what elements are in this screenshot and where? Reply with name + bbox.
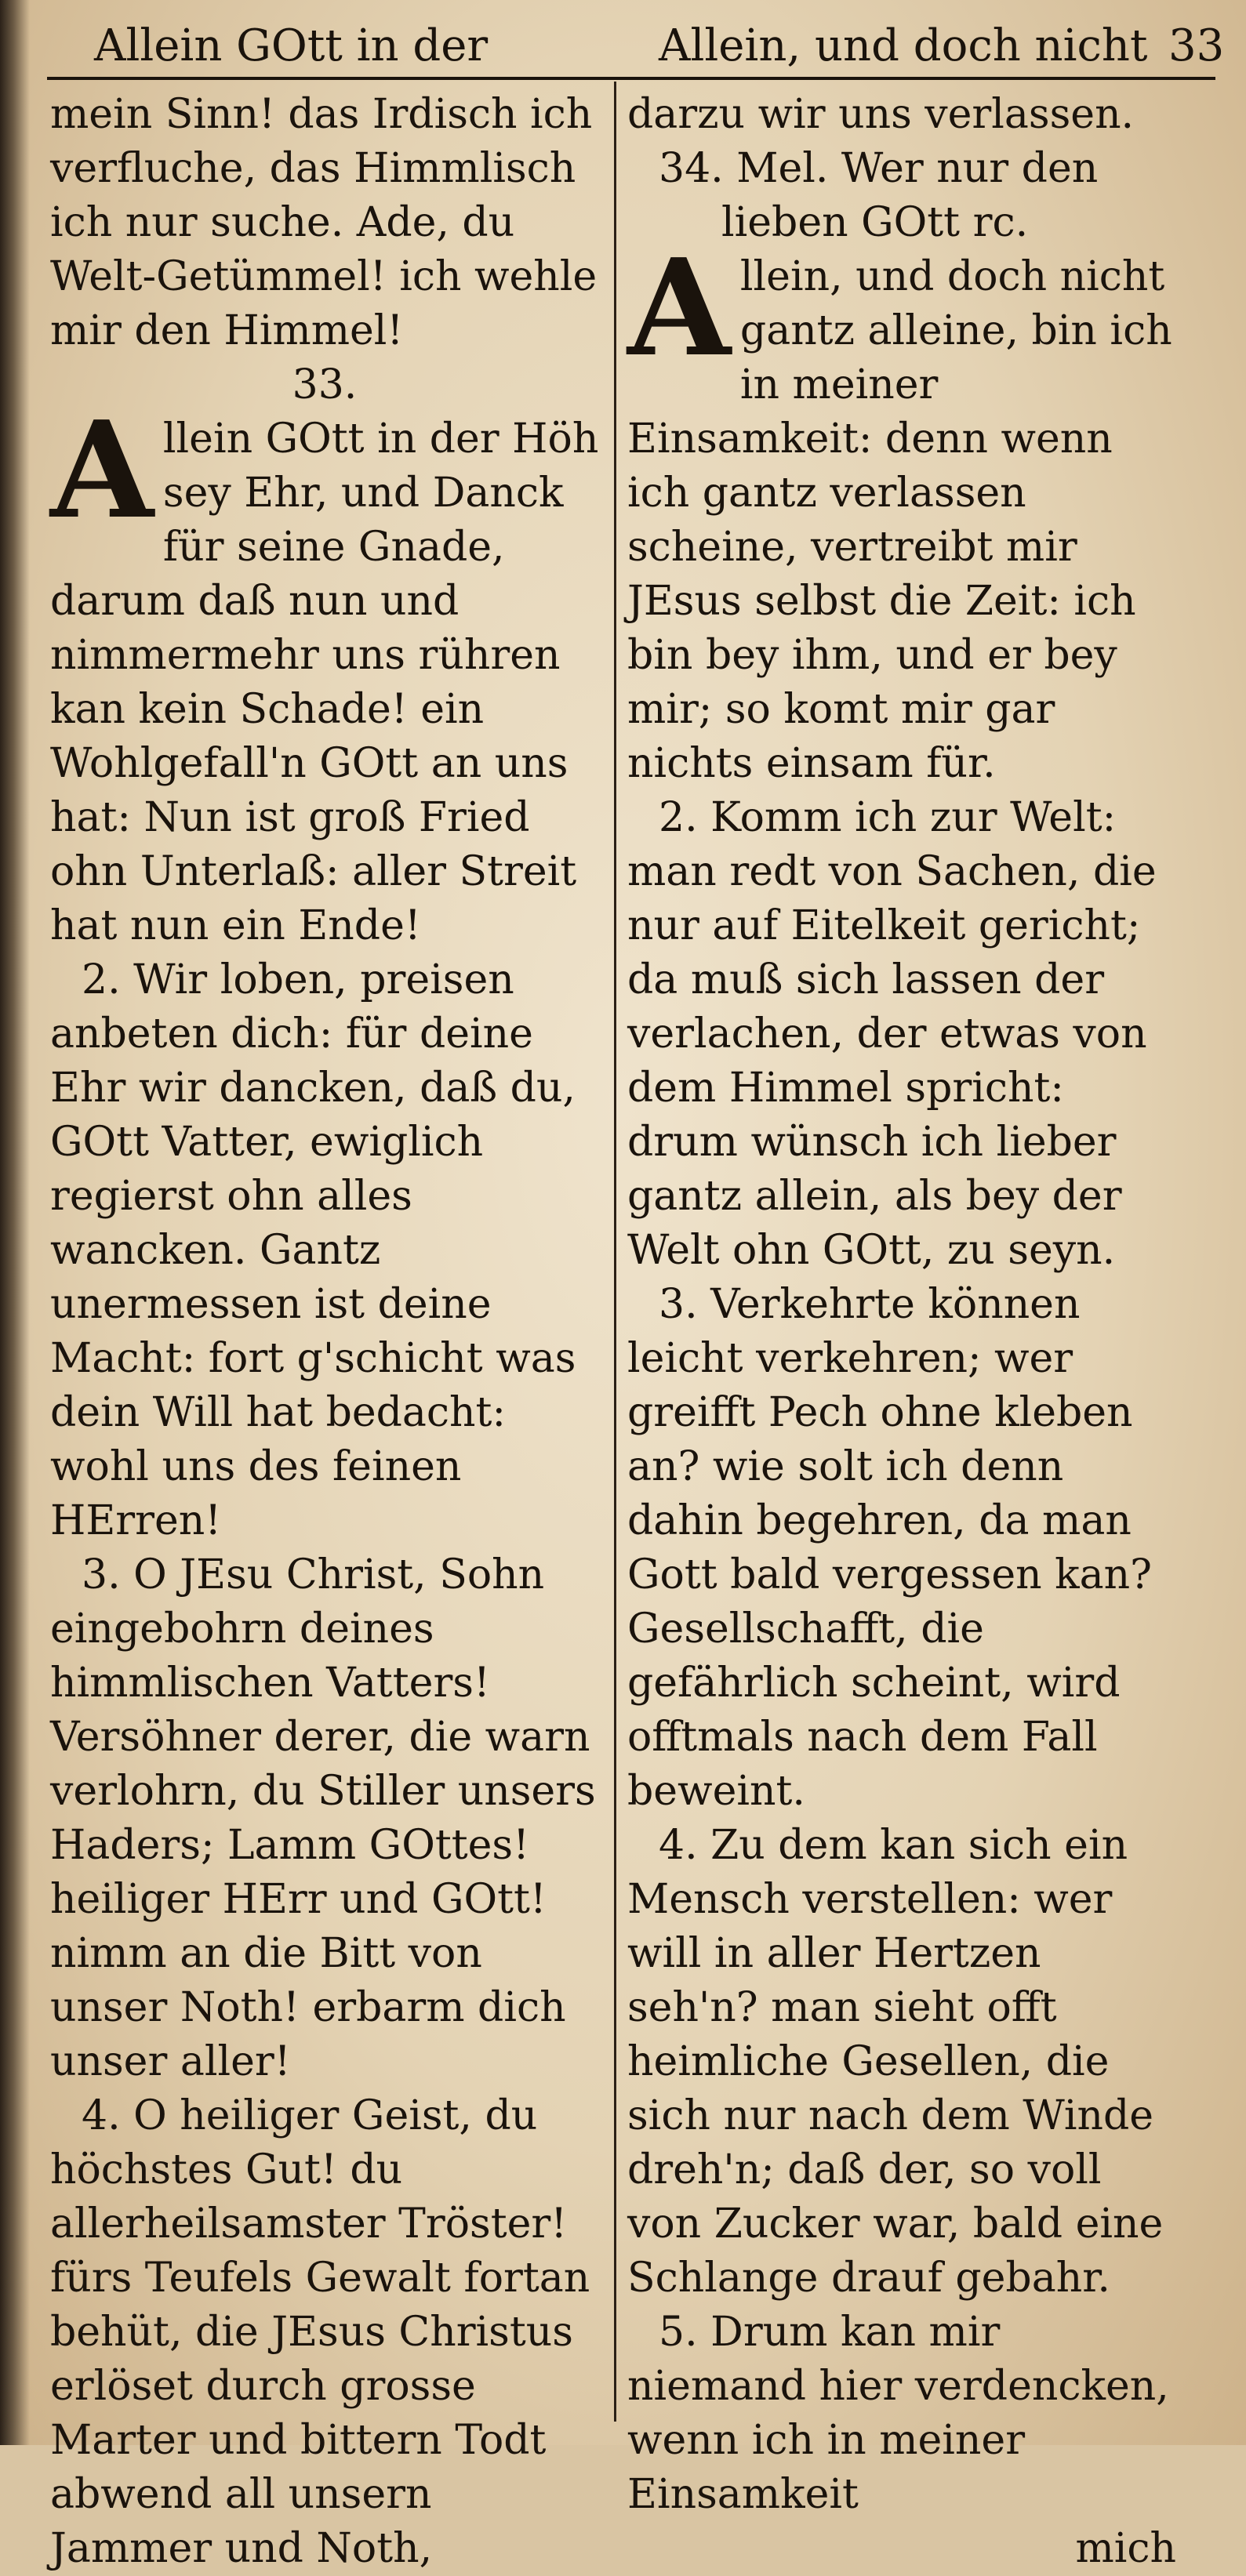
hymn-first-verse (627, 230, 1176, 791)
verse-3: 3. Verkehrte können leicht verkehren; wer greifft Pech ohne kleben an? wie solt ich denn dahin begehren, da man Gott bald vergessen kan? Gesellschafft, die gefährlich scheint, wird offtmals nach dem Fall beweint. (627, 1281, 1153, 1815)
header-rule (47, 77, 1215, 80)
binding-shadow (0, 0, 30, 2445)
hymn-heading: 34. Mel. Wer nur den (659, 145, 1099, 192)
left-running-title: Allein GOtt in der (94, 20, 489, 71)
page-number: 33 (1168, 20, 1225, 71)
drop-cap: A (627, 230, 731, 386)
catchword: mich (1075, 2525, 1176, 2572)
verse-4: 4. O heiliger Geist, du höchstes Gut! du allerheilsamster Tröster! fürs Teufels Gewalt fortan behüt, die JEsus Christus erlöset durch grosse Marter und bittern Todt abwend all unsern Jammer und Noth, (50, 2092, 590, 2572)
continuation-text: mein Sinn! das Irdisch ich verfluche, das Himmlisch ich nur suche. Ade, du Welt-Getümmel! ich wehle mir den Himmel! (50, 91, 598, 354)
verse-2: 2. Wir loben, preisen anbeten dich: für deine Ehr wir dancken, daß du, GOtt Vatter, ewiglich regierst ohn alles wancken. Gantz unermessen ist deine Macht: fort g'schicht was dein Will hat bedacht: wohl uns des feinen HErren! (50, 956, 576, 1544)
verse-5: 5. Drum kan mir niemand hier verdencken, wenn ich in meiner Einsamkeit (627, 2309, 1169, 2518)
right-running-title: Allein, und doch nicht (659, 20, 1148, 71)
verse-text: llein GOtt in der Höh sey Ehr, und Danck für seine Gnade, darum daß nun und nimmermehr uns rühren kan kein Schade! ein Wohlgefall'n GOtt an uns hat: Nun ist groß Fried ohn Unterlaß: aller Streit hat nun ein Ende! (50, 415, 599, 949)
left-column (50, 88, 599, 2576)
verse-3: 3. O JEsu Christ, Sohn eingebohrn deines himmlischen Vatters! Versöhner derer, die warn verlohrn, du Stiller unsers Haders; Lamm GOttes! heiliger HErr und GOtt! nimm an die Bitt von unser Noth! erbarm dich unser aller! (50, 1551, 596, 2085)
right-column (627, 88, 1176, 2576)
continuation-text: darzu wir uns verlassen. (627, 91, 1135, 138)
verse-4: 4. Zu dem kan sich ein Mensch verstellen: wer will in aller Hertzen seh'n? man sieht offt heimliche Gesellen, die sich nur nach dem Winde dreh'n; daß der, so voll von Zucker war, bald eine Schlange drauf gebahr. (627, 1822, 1164, 2302)
hymn-heading-line2: lieben GOtt rc. (721, 199, 1029, 246)
hymn-first-verse (50, 392, 599, 953)
hymn-number: 33. (292, 361, 358, 408)
running-header (47, 19, 1223, 74)
drop-cap: A (50, 392, 154, 549)
column-divider (614, 82, 616, 2422)
verse-text: llein, und doch nicht gantz alleine, bin ich in meiner Einsamkeit: denn wenn ich gantz verlassen scheine, vertreibt mir JEsus selbst die Zeit: ich bin bey ihm, und er bey mir; so komt mir gar nichts einsam für. (627, 253, 1172, 787)
verse-2: 2. Komm ich zur Welt: man redt von Sachen, die nur auf Eitelkeit gericht; da muß sich lassen der verlachen, der etwas von dem Himmel spricht: drum wünsch ich lieber gantz allein, als bey der Welt ohn GOtt, zu seyn. (627, 794, 1157, 1274)
